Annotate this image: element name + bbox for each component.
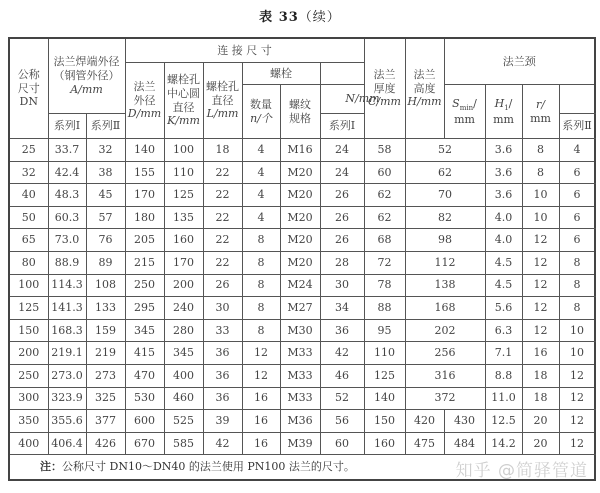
- cell-k: 345: [164, 342, 203, 365]
- cell-h1: 12: [522, 274, 559, 297]
- cell-n1: 372: [405, 387, 485, 410]
- cell-d: 470: [125, 364, 164, 387]
- table-row: [9, 229, 595, 252]
- cell-n1: 138: [405, 274, 485, 297]
- cell-h: 88: [364, 297, 405, 320]
- cell-smin: 3.6: [485, 184, 522, 207]
- header-bolt-thread-line2: 规格: [289, 111, 311, 125]
- header-smin-slash: /: [473, 96, 477, 110]
- cell-r: 8: [559, 251, 595, 274]
- cell-smin: 4.0: [485, 229, 522, 252]
- cell-dn: 80: [9, 251, 48, 274]
- cell-smin: 8.8: [485, 364, 522, 387]
- cell-dn: 65: [9, 229, 48, 252]
- cell-c: 56: [320, 410, 364, 433]
- cell-n1: 256: [405, 342, 485, 365]
- cell-thread: M36: [280, 410, 320, 433]
- table-row: [9, 387, 595, 410]
- cell-r: 12: [559, 364, 595, 387]
- cell-h: 60: [364, 161, 405, 184]
- cell-n: 16: [242, 410, 280, 433]
- cell-l: 26: [203, 274, 242, 297]
- cell-d: 140: [125, 139, 164, 162]
- note-lead: 注：: [40, 460, 62, 474]
- cell-n: 4: [242, 206, 280, 229]
- cell-thread: M20: [280, 206, 320, 229]
- cell-n2: 484: [444, 432, 485, 455]
- cell-r: 6: [559, 161, 595, 184]
- cell-d: 670: [125, 432, 164, 455]
- header-bolt-circle-line2: 中心圆: [167, 86, 200, 100]
- cell-k: 160: [164, 229, 203, 252]
- cell-dn: 125: [9, 297, 48, 320]
- table-row: [9, 410, 595, 433]
- cell-l: 30: [203, 297, 242, 320]
- header-smin: [444, 85, 485, 139]
- cell-c: 34: [320, 297, 364, 320]
- cell-a2: 159: [86, 319, 125, 342]
- cell-dn: 200: [9, 342, 48, 365]
- header-thickness-line2: 厚度: [373, 81, 396, 95]
- cell-a1: 88.9: [48, 251, 86, 274]
- cell-n: 8: [242, 319, 280, 342]
- cell-a2: 273: [86, 364, 125, 387]
- table-title: [0, 6, 600, 25]
- cell-a1: 355.6: [48, 410, 86, 433]
- header-r-unit: mm: [530, 111, 551, 125]
- cell-a1: 60.3: [48, 206, 86, 229]
- cell-a2: 133: [86, 297, 125, 320]
- cell-l: 42: [203, 432, 242, 455]
- cell-a2: 108: [86, 274, 125, 297]
- cell-a2: 377: [86, 410, 125, 433]
- header-thickness-line1: 法兰: [373, 67, 396, 81]
- cell-dn: 32: [9, 161, 48, 184]
- cell-r: 6: [559, 184, 595, 207]
- cell-n: 4: [242, 184, 280, 207]
- cell-h: 140: [364, 387, 405, 410]
- cell-h: 58: [364, 139, 405, 162]
- cell-a1: 33.7: [48, 139, 86, 162]
- table-row: [9, 206, 595, 229]
- cell-thread: M27: [280, 297, 320, 320]
- header-bolt-qty-unit: n/个: [250, 111, 272, 125]
- cell-n: 12: [242, 342, 280, 365]
- cell-dn: 25: [9, 139, 48, 162]
- cell-c: 24: [320, 139, 364, 162]
- header-h1: [485, 85, 522, 139]
- header-h1-slash: /: [508, 96, 513, 110]
- cell-h1: 8: [522, 139, 559, 162]
- header-weld-od-line1: 法兰焊端外径: [53, 55, 120, 69]
- cell-l: 22: [203, 184, 242, 207]
- cell-dn: 50: [9, 206, 48, 229]
- cell-d: 530: [125, 387, 164, 410]
- table-title-main: 表 33: [259, 10, 299, 25]
- cell-n: 12: [242, 364, 280, 387]
- header-dn-line3: DN: [19, 95, 38, 109]
- cell-n1: 112: [405, 251, 485, 274]
- header-smin-label: S: [452, 96, 460, 110]
- cell-a1: 73.0: [48, 229, 86, 252]
- cell-h1: 10: [522, 206, 559, 229]
- cell-smin: 12.5: [485, 410, 522, 433]
- cell-l: 22: [203, 161, 242, 184]
- cell-thread: M24: [280, 274, 320, 297]
- cell-dn: 100: [9, 274, 48, 297]
- header-h1-label: H: [494, 96, 505, 110]
- header-neck: 法兰颈: [444, 38, 595, 85]
- cell-h: 68: [364, 229, 405, 252]
- header-r: [522, 85, 559, 139]
- cell-k: 280: [164, 319, 203, 342]
- cell-a1: 168.3: [48, 319, 86, 342]
- cell-thread: M33: [280, 364, 320, 387]
- header-bolt-qty: [242, 85, 280, 139]
- header-height-line1: 法兰: [413, 67, 436, 81]
- cell-h1: 10: [522, 184, 559, 207]
- cell-l: 36: [203, 342, 242, 365]
- table-row: [9, 319, 595, 342]
- cell-k: 460: [164, 387, 203, 410]
- cell-d: 415: [125, 342, 164, 365]
- header-smin-sub: min: [459, 103, 474, 112]
- cell-h1: 12: [522, 297, 559, 320]
- cell-smin: 14.2: [485, 432, 522, 455]
- cell-n: 4: [242, 139, 280, 162]
- header-bolt: 螺栓: [242, 63, 320, 85]
- cell-c: 60: [320, 432, 364, 455]
- cell-c: 36: [320, 319, 364, 342]
- table-row: [9, 364, 595, 387]
- header-dn-line1: 公称: [17, 67, 40, 81]
- cell-n1: 62: [405, 161, 485, 184]
- cell-c: 24: [320, 161, 364, 184]
- cell-smin: 4.5: [485, 274, 522, 297]
- cell-n1: 202: [405, 319, 485, 342]
- cell-l: 22: [203, 206, 242, 229]
- header-bolt-hole-unit: L/mm: [206, 107, 239, 121]
- cell-n: 16: [242, 387, 280, 410]
- table-title-suffix: （续）: [298, 10, 341, 25]
- cell-k: 135: [164, 206, 203, 229]
- cell-n: 8: [242, 251, 280, 274]
- cell-c: 46: [320, 364, 364, 387]
- cell-a2: 426: [86, 432, 125, 455]
- cell-c: 42: [320, 342, 364, 365]
- header-h1-unit: mm: [493, 112, 514, 126]
- header-weld-od: [48, 38, 125, 114]
- cell-l: 36: [203, 364, 242, 387]
- table-row: [9, 297, 595, 320]
- cell-h: 72: [364, 251, 405, 274]
- cell-thread: M30: [280, 319, 320, 342]
- header-flange-od-line2: 外径: [133, 93, 156, 107]
- header-bolt-thread: [280, 85, 320, 139]
- header-bolt-circle-unit: K/mm: [167, 114, 200, 128]
- header-flange-od-unit: D/mm: [127, 107, 162, 121]
- cell-r: 10: [559, 319, 595, 342]
- table-body: [9, 139, 595, 455]
- header-h1-sub: 1: [504, 103, 509, 112]
- cell-a1: 219.1: [48, 342, 86, 365]
- cell-c: 52: [320, 387, 364, 410]
- table-row: [9, 432, 595, 455]
- cell-n: 8: [242, 229, 280, 252]
- cell-k: 125: [164, 184, 203, 207]
- cell-r: 6: [559, 206, 595, 229]
- watermark: 知乎 @简驿管道: [455, 461, 588, 481]
- cell-k: 200: [164, 274, 203, 297]
- cell-n: 8: [242, 297, 280, 320]
- cell-k: 170: [164, 251, 203, 274]
- cell-n1: 475: [405, 432, 444, 455]
- cell-r: 8: [559, 297, 595, 320]
- cell-thread: M39: [280, 432, 320, 455]
- header-neck-n-series2: 系列Ⅱ: [559, 114, 595, 139]
- cell-dn: 300: [9, 387, 48, 410]
- table-row: [9, 274, 595, 297]
- cell-smin: 5.6: [485, 297, 522, 320]
- cell-c: 28: [320, 251, 364, 274]
- header-smin-unit: mm: [454, 112, 475, 126]
- cell-c: 30: [320, 274, 364, 297]
- cell-n1: 168: [405, 297, 485, 320]
- cell-n1: 420: [405, 410, 444, 433]
- header-weld-od-series1: 系列Ⅰ: [48, 114, 86, 139]
- cell-h1: 20: [522, 410, 559, 433]
- table-row: [9, 184, 595, 207]
- cell-d: 155: [125, 161, 164, 184]
- cell-d: 345: [125, 319, 164, 342]
- cell-a2: 38: [86, 161, 125, 184]
- header-bolt-hole-line2: 直径: [211, 93, 234, 107]
- cell-h1: 18: [522, 387, 559, 410]
- cell-a2: 219: [86, 342, 125, 365]
- cell-a1: 114.3: [48, 274, 86, 297]
- header-weld-od-series2: 系列Ⅱ: [86, 114, 125, 139]
- cell-c: 26: [320, 184, 364, 207]
- cell-d: 600: [125, 410, 164, 433]
- cell-l: 22: [203, 229, 242, 252]
- header-weld-od-line2: （钢管外径）: [53, 69, 120, 83]
- table-row: [9, 251, 595, 274]
- cell-a1: 323.9: [48, 387, 86, 410]
- cell-a1: 273.0: [48, 364, 86, 387]
- flange-dimension-table: [8, 37, 596, 481]
- cell-smin: 7.1: [485, 342, 522, 365]
- cell-l: 36: [203, 387, 242, 410]
- cell-k: 525: [164, 410, 203, 433]
- cell-thread: M33: [280, 387, 320, 410]
- cell-dn: 150: [9, 319, 48, 342]
- cell-a2: 89: [86, 251, 125, 274]
- cell-r: 10: [559, 342, 595, 365]
- header-bolt-circle-line3: 直径: [172, 100, 195, 114]
- cell-h: 95: [364, 319, 405, 342]
- cell-h: 62: [364, 206, 405, 229]
- cell-l: 39: [203, 410, 242, 433]
- cell-dn: 350: [9, 410, 48, 433]
- header-flange-od-line1: 法兰: [133, 79, 156, 93]
- cell-smin: 4.0: [485, 206, 522, 229]
- cell-a1: 406.4: [48, 432, 86, 455]
- cell-h: 125: [364, 364, 405, 387]
- cell-d: 215: [125, 251, 164, 274]
- header-flange-od: [125, 63, 164, 139]
- cell-dn: 250: [9, 364, 48, 387]
- cell-a2: 32: [86, 139, 125, 162]
- cell-d: 250: [125, 274, 164, 297]
- cell-thread: M16: [280, 139, 320, 162]
- cell-thread: M20: [280, 229, 320, 252]
- cell-h1: 18: [522, 364, 559, 387]
- table-row: [9, 342, 595, 365]
- header-bolt-qty-line1: 数量: [250, 97, 272, 111]
- cell-h: 150: [364, 410, 405, 433]
- header-bolt-hole: [203, 63, 242, 139]
- header-bolt-circle: [164, 63, 203, 139]
- cell-smin: 4.5: [485, 251, 522, 274]
- cell-n: 4: [242, 161, 280, 184]
- table-row: [9, 161, 595, 184]
- header-r-label: r/: [536, 97, 545, 111]
- header-height-line2: 高度: [413, 81, 436, 95]
- header-weld-od-unit: A/mm: [70, 82, 103, 96]
- cell-h: 78: [364, 274, 405, 297]
- cell-r: 8: [559, 274, 595, 297]
- cell-a2: 45: [86, 184, 125, 207]
- cell-l: 18: [203, 139, 242, 162]
- cell-smin: 3.6: [485, 139, 522, 162]
- cell-smin: 11.0: [485, 387, 522, 410]
- cell-r: 12: [559, 387, 595, 410]
- header-dn-line2: 尺寸: [17, 81, 40, 95]
- cell-h1: 12: [522, 319, 559, 342]
- cell-k: 100: [164, 139, 203, 162]
- cell-r: 12: [559, 410, 595, 433]
- cell-h: 160: [364, 432, 405, 455]
- cell-h1: 20: [522, 432, 559, 455]
- cell-n: 16: [242, 432, 280, 455]
- cell-a2: 76: [86, 229, 125, 252]
- note-text: 公称尺寸 DN10～DN40 的法兰使用 PN100 法兰的尺寸。: [62, 460, 355, 474]
- table-row: [9, 139, 595, 162]
- cell-c: 26: [320, 229, 364, 252]
- cell-l: 22: [203, 251, 242, 274]
- cell-a1: 42.4: [48, 161, 86, 184]
- header-dn: [9, 38, 48, 139]
- cell-r: 6: [559, 229, 595, 252]
- cell-thread: M20: [280, 184, 320, 207]
- cell-h: 62: [364, 184, 405, 207]
- cell-d: 180: [125, 206, 164, 229]
- cell-a1: 48.3: [48, 184, 86, 207]
- cell-d: 205: [125, 229, 164, 252]
- cell-smin: 3.6: [485, 161, 522, 184]
- header-bolt-hole-line1: 螺栓孔: [206, 79, 239, 93]
- cell-smin: 6.3: [485, 319, 522, 342]
- cell-h1: 8: [522, 161, 559, 184]
- cell-r: 4: [559, 139, 595, 162]
- header-neck-n-series1: 系列Ⅰ: [320, 114, 364, 139]
- cell-h: 110: [364, 342, 405, 365]
- cell-dn: 40: [9, 184, 48, 207]
- cell-n: 8: [242, 274, 280, 297]
- cell-r: 12: [559, 432, 595, 455]
- cell-a1: 141.3: [48, 297, 86, 320]
- cell-h1: 12: [522, 229, 559, 252]
- cell-a2: 57: [86, 206, 125, 229]
- header-thickness-unit: C/mm: [368, 95, 401, 109]
- cell-n1: 316: [405, 364, 485, 387]
- header-neck-n: N/mm: [320, 85, 405, 114]
- cell-c: 26: [320, 206, 364, 229]
- header-bolt-thread-line1: 螺纹: [289, 97, 311, 111]
- cell-thread: M33: [280, 342, 320, 365]
- cell-k: 400: [164, 364, 203, 387]
- cell-k: 240: [164, 297, 203, 320]
- cell-d: 170: [125, 184, 164, 207]
- cell-a2: 325: [86, 387, 125, 410]
- cell-thread: M20: [280, 251, 320, 274]
- cell-d: 295: [125, 297, 164, 320]
- cell-h1: 12: [522, 251, 559, 274]
- header-height: [405, 38, 444, 139]
- cell-n1: 98: [405, 229, 485, 252]
- cell-n1: 52: [405, 139, 485, 162]
- cell-n1: 70: [405, 184, 485, 207]
- header-connection: 连 接 尺 寸: [125, 38, 364, 63]
- header-height-unit: H/mm: [407, 95, 442, 109]
- cell-n1: 82: [405, 206, 485, 229]
- header-bolt-circle-line1: 螺栓孔: [167, 73, 200, 86]
- cell-k: 110: [164, 161, 203, 184]
- cell-dn: 400: [9, 432, 48, 455]
- cell-h1: 16: [522, 342, 559, 365]
- cell-k: 585: [164, 432, 203, 455]
- cell-n2: 430: [444, 410, 485, 433]
- cell-l: 33: [203, 319, 242, 342]
- cell-thread: M20: [280, 161, 320, 184]
